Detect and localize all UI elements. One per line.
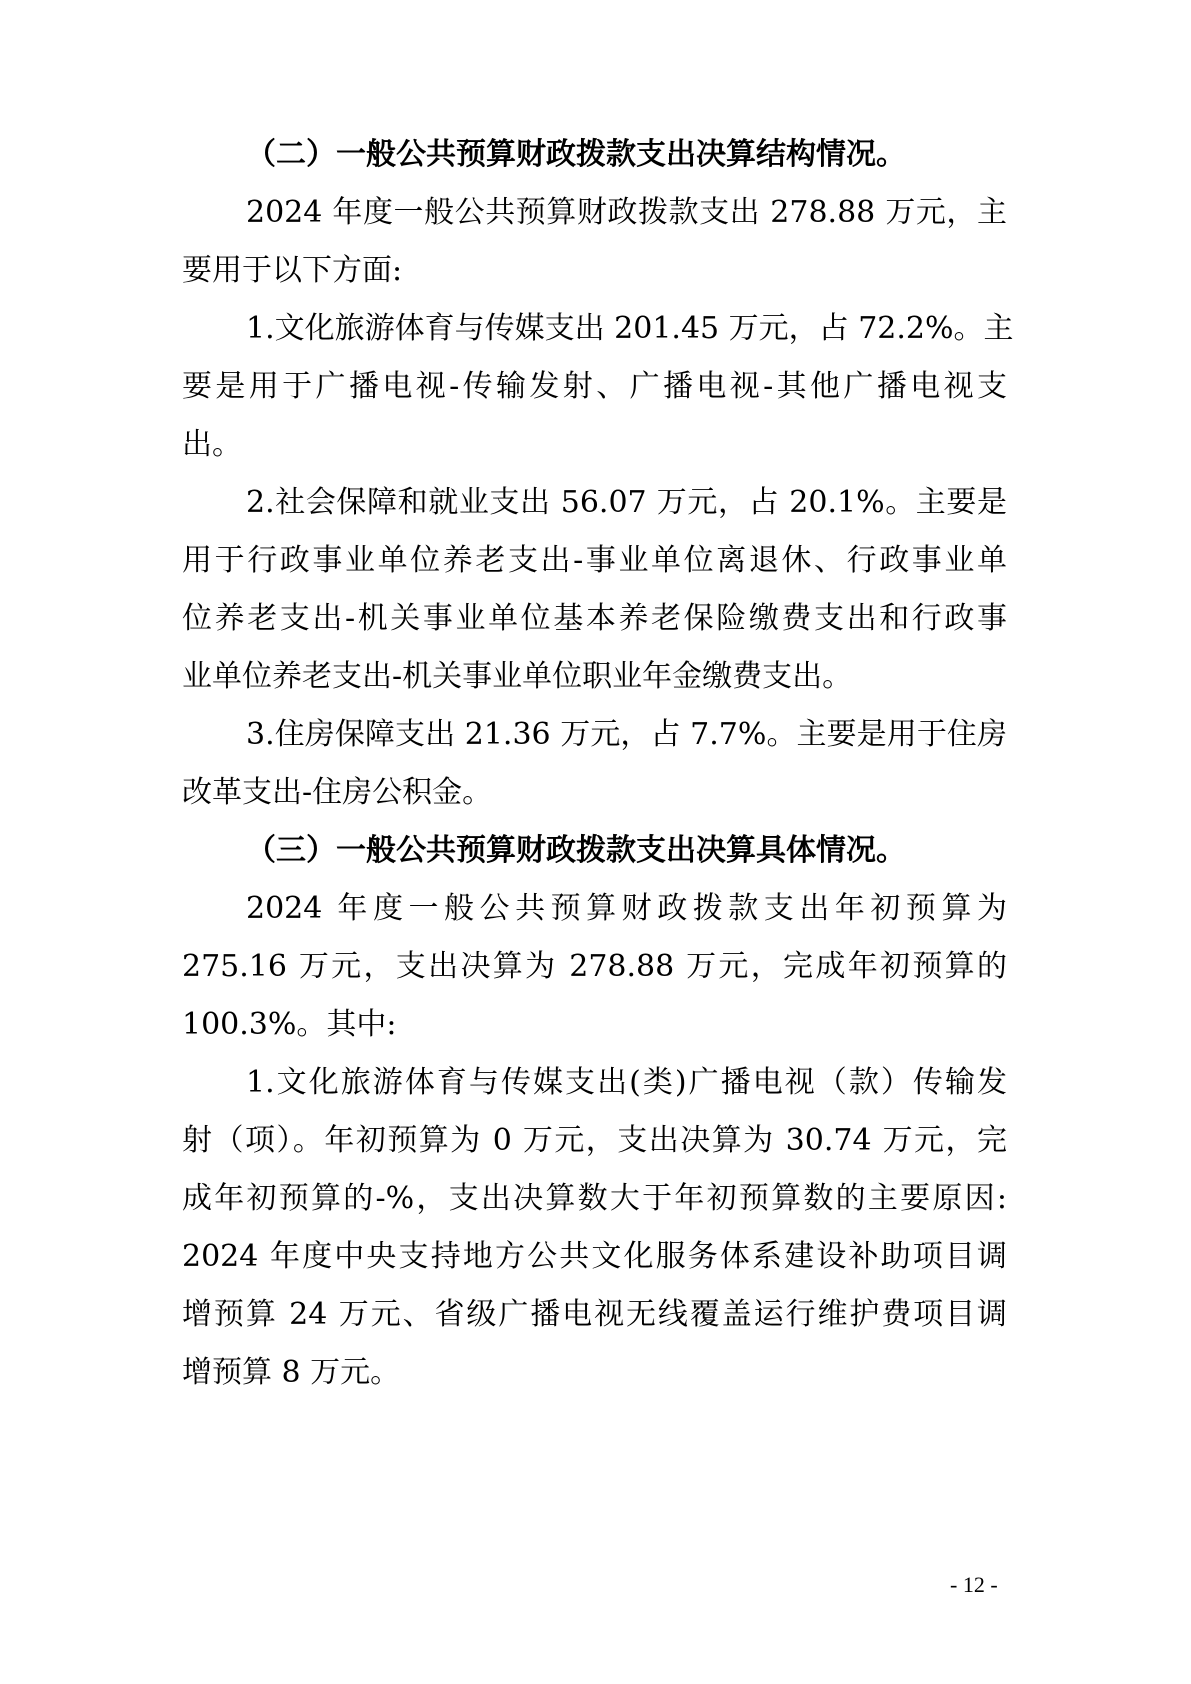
paragraph-line: 100.3%。其中: bbox=[182, 1007, 397, 1042]
paragraph-line: 要用于以下方面: bbox=[182, 253, 403, 288]
paragraph-line: 改革支出-住房公积金。 bbox=[182, 775, 493, 810]
paragraph-line: 要是用于广播电视-传输发射、广播电视-其他广播电视支 bbox=[182, 369, 1007, 404]
paragraph-line: 业单位养老支出-机关事业单位职业年金缴费支出。 bbox=[182, 659, 853, 694]
paragraph-line: 用于行政事业单位养老支出-事业单位离退休、行政事业单 bbox=[182, 543, 1007, 578]
paragraph-line: 出。 bbox=[182, 427, 242, 462]
paragraph-line: 275.16 万元，支出决算为 278.88 万元，完成年初预算的 bbox=[182, 949, 1007, 984]
paragraph-line: 1.文化旅游体育与传媒支出 201.45 万元，占 72.2%。主 bbox=[246, 311, 1014, 346]
section-heading-structure: （二）一般公共预算财政拨款支出决算结构情况。 bbox=[246, 137, 906, 172]
paragraph-line: 2024 年度一般公共预算财政拨款支出年初预算为 bbox=[246, 891, 1007, 926]
paragraph-line: 1.文化旅游体育与传媒支出(类)广播电视（款）传输发 bbox=[246, 1065, 1007, 1100]
paragraph-line: 3.住房保障支出 21.36 万元，占 7.7%。主要是用于住房 bbox=[246, 717, 1007, 752]
paragraph-line: 位养老支出-机关事业单位基本养老保险缴费支出和行政事 bbox=[182, 601, 1007, 636]
paragraph-line: 射（项）。年初预算为 0 万元，支出决算为 30.74 万元，完 bbox=[182, 1123, 1007, 1158]
section-heading-details: （三）一般公共预算财政拨款支出决算具体情况。 bbox=[246, 833, 906, 868]
paragraph-line: 增预算 24 万元、省级广播电视无线覆盖运行维护费项目调 bbox=[182, 1297, 1007, 1332]
page-number: - 12 - bbox=[950, 1572, 998, 1597]
paragraph-line: 增预算 8 万元。 bbox=[182, 1355, 401, 1390]
paragraph-line: 成年初预算的-%，支出决算数大于年初预算数的主要原因: bbox=[182, 1181, 1007, 1216]
paragraph-line: 2024 年度一般公共预算财政拨款支出 278.88 万元，主 bbox=[246, 195, 1007, 230]
paragraph-line: 2024 年度中央支持地方公共文化服务体系建设补助项目调 bbox=[182, 1239, 1007, 1274]
paragraph-line: 2.社会保障和就业支出 56.07 万元，占 20.1%。主要是 bbox=[246, 485, 1007, 520]
